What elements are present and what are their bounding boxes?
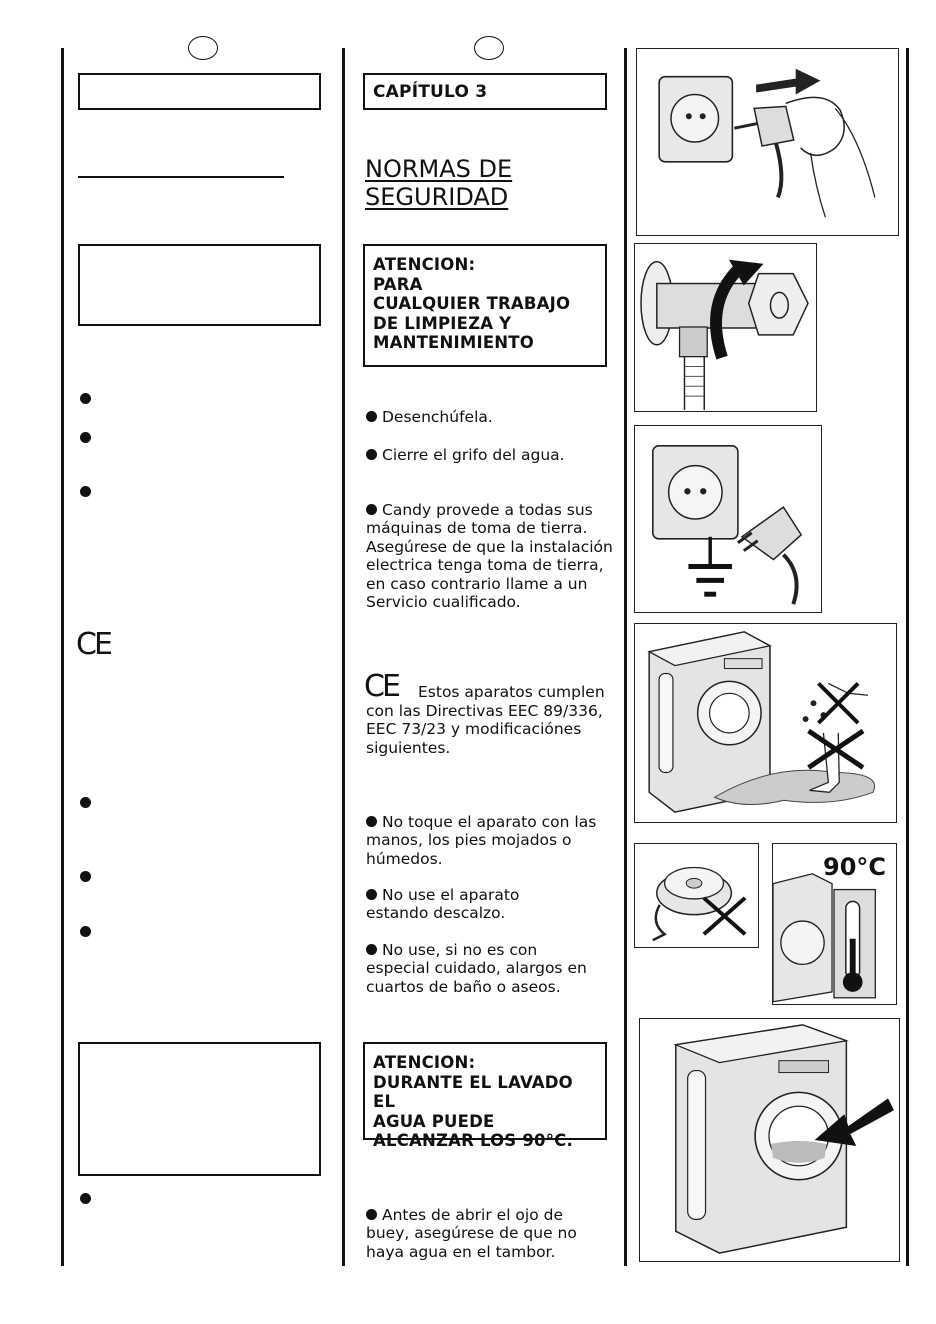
page-title: NORMAS DE SEGURIDAD bbox=[365, 155, 513, 211]
middle-column-rule bbox=[342, 48, 345, 1266]
bullet-dot bbox=[366, 504, 377, 515]
ce-mark: CE bbox=[364, 669, 398, 704]
bullet-dot bbox=[366, 816, 377, 827]
left-warning-box-2 bbox=[78, 1042, 321, 1176]
left-bullet-1 bbox=[80, 393, 91, 404]
water-tap-illustration bbox=[634, 243, 817, 412]
unplug-illustration bbox=[636, 48, 899, 236]
bullet-dot bbox=[366, 1209, 377, 1220]
bullet-earth-text: Candy provede a todas sus máquinas de toma de tierra. Asegúrese de que la instalación electrica tenga toma de tierra, en caso contrario llame a un Servicio cualificado. bbox=[366, 500, 613, 611]
left-bullet-7 bbox=[80, 1193, 91, 1204]
bullet-extension-text: No use, si no es con especial cuidado, alargos en cuartos de baño o aseos. bbox=[366, 940, 587, 996]
left-column-rule bbox=[61, 48, 64, 1266]
bullet-dot bbox=[366, 889, 377, 900]
temperature-label: 90°C bbox=[823, 853, 887, 881]
left-bullet-5 bbox=[80, 871, 91, 882]
bullet-barefoot bbox=[366, 867, 566, 923]
right-column-rule bbox=[624, 48, 627, 1266]
bullet-tap-text: Cierre el grifo del agua. bbox=[382, 445, 565, 464]
hot-water-thermometer-illustration bbox=[772, 843, 897, 1005]
earthed-socket-illustration bbox=[634, 425, 822, 613]
left-title-underline bbox=[78, 176, 284, 178]
left-bullet-6 bbox=[80, 926, 91, 937]
far-right-column-rule bbox=[906, 48, 909, 1266]
temperature-warning: ATENCION: DURANTE EL LAVADO EL AGUA PUEDE ALCANZAR LOS 90°C. bbox=[363, 1042, 607, 1140]
language-marker-left bbox=[188, 36, 218, 60]
bullet-door-text: Antes de abrir el ojo de buey, asegúrese de que no haya agua en el tambor. bbox=[366, 1205, 577, 1261]
bullet-wet-text: No toque el aparato con las manos, los pies mojados o húmedos. bbox=[366, 812, 597, 868]
bullet-tap bbox=[366, 427, 618, 464]
left-bullet-3 bbox=[80, 486, 91, 497]
drum-water-check-illustration bbox=[639, 1018, 900, 1262]
bullet-wet bbox=[366, 794, 616, 868]
bullet-unplug bbox=[366, 389, 618, 426]
extension-reel-illustration bbox=[634, 843, 759, 948]
ce-compliance-text: Estos aparatos cumplen con las Directivas EEC 89/336, EEC 73/23 y modificaciónes siguientes. bbox=[366, 683, 605, 757]
language-marker-right bbox=[474, 36, 504, 60]
left-bullet-4 bbox=[80, 797, 91, 808]
bullet-extension bbox=[366, 922, 596, 996]
bullet-dot bbox=[366, 411, 377, 422]
left-warning-box bbox=[78, 244, 321, 326]
wet-hands-warning-illustration bbox=[634, 623, 897, 823]
bullet-dot bbox=[366, 944, 377, 955]
bullet-door bbox=[366, 1187, 606, 1261]
bullet-earth bbox=[366, 482, 616, 612]
left-bullet-2 bbox=[80, 432, 91, 443]
left-ce-mark: CE bbox=[76, 627, 110, 662]
bullet-dot bbox=[366, 449, 377, 460]
bullet-barefoot-text: No use el aparato estando descalzo. bbox=[366, 885, 520, 922]
maintenance-warning: ATENCION: PARA CUALQUIER TRABAJO DE LIMPIEZA Y MANTENIMIENTO bbox=[363, 244, 607, 367]
chapter-heading: CAPÍTULO 3 bbox=[363, 73, 607, 110]
left-chapter-box bbox=[78, 73, 321, 110]
bullet-unplug-text: Desenchúfela. bbox=[382, 407, 493, 426]
